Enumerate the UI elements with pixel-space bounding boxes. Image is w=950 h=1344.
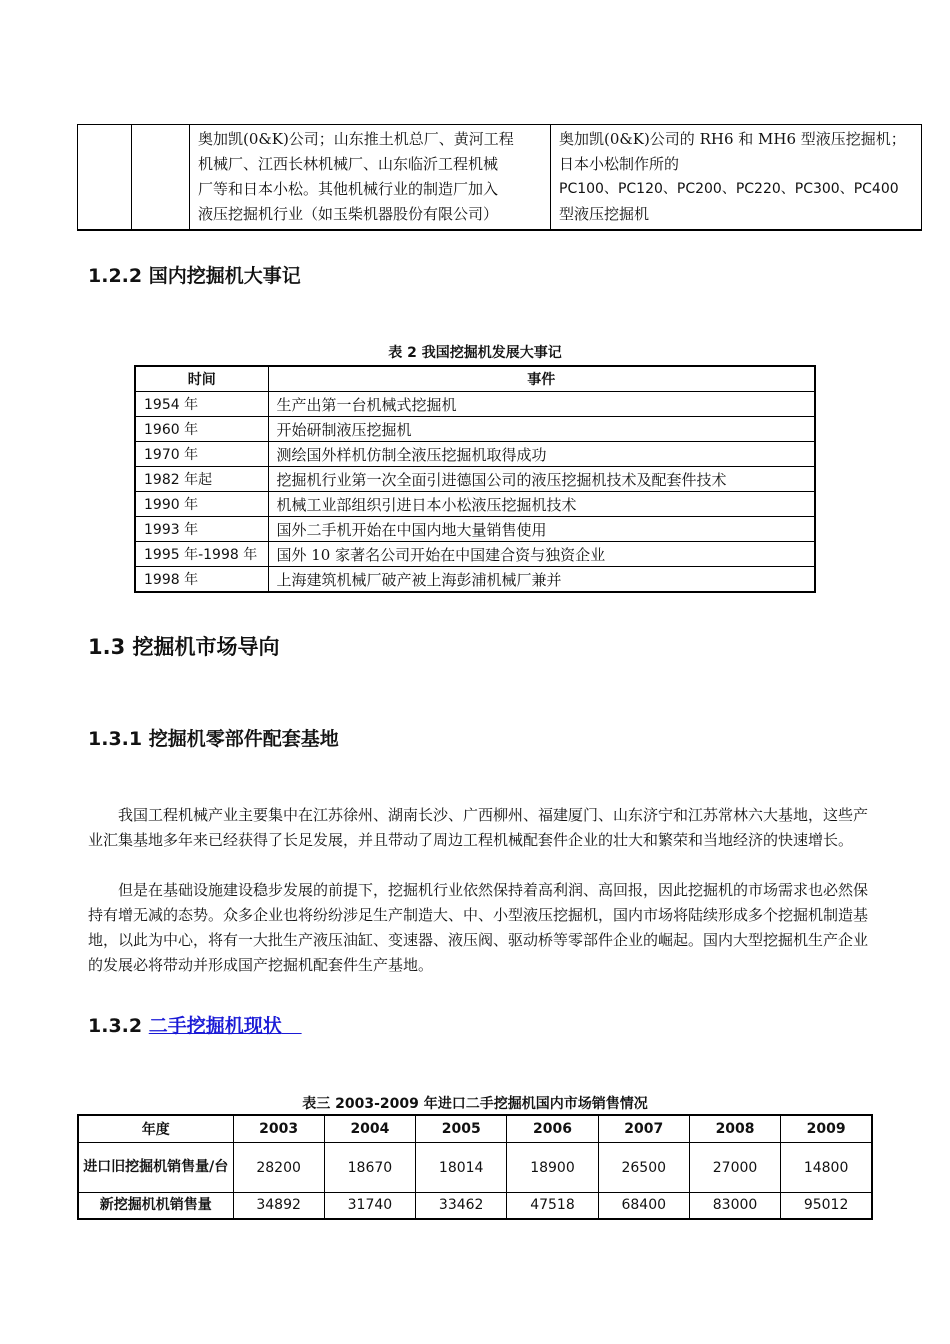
year-cell: 1970 年 — [135, 442, 268, 467]
value-cell: 14800 — [781, 1143, 872, 1193]
table-row — [135, 567, 815, 593]
event-cell: 上海建筑机械厂破产被上海彭浦机械厂兼并 — [268, 567, 815, 593]
year-cell: 1998 年 — [135, 567, 268, 593]
empty-cell — [78, 125, 132, 231]
year-cell: 1993 年 — [135, 517, 268, 542]
table-row — [78, 1193, 872, 1219]
text-line: 机械厂、江西长林机械厂、山东临沂工程机械 — [198, 155, 499, 173]
value-cell: 83000 — [689, 1193, 780, 1219]
text-line: 厂等和日本小松。其他机械行业的制造厂加入 — [198, 180, 499, 198]
row-label: 新挖掘机机销售量 — [78, 1193, 233, 1219]
column-header-event: 事件 — [268, 366, 815, 392]
table-caption: 表 2 我国挖掘机发展大事记 — [388, 345, 562, 361]
table-row — [135, 417, 815, 442]
models-cell — [551, 125, 922, 231]
text-line: 液压挖掘机行业（如玉柴机器股份有限公司） — [198, 205, 499, 223]
table-row — [135, 467, 815, 492]
event-cell: 生产出第一台机械式挖掘机 — [268, 392, 815, 417]
value-cell: 47518 — [507, 1193, 598, 1219]
sales-table — [77, 1114, 873, 1220]
event-cell: 国外 10 家著名公司开始在中国建合资与独资企业 — [268, 542, 815, 567]
table-row — [135, 442, 815, 467]
value-cell: 18670 — [324, 1143, 415, 1193]
row-label: 进口旧挖掘机销售量/台 — [78, 1143, 233, 1193]
column-header-time: 时间 — [135, 366, 268, 392]
year-cell: 1982 年起 — [135, 467, 268, 492]
column-header-year: 2008 — [689, 1115, 780, 1143]
year-cell: 1995 年-1998 年 — [135, 542, 268, 567]
column-header-year: 2004 — [324, 1115, 415, 1143]
column-header-year: 2006 — [507, 1115, 598, 1143]
event-cell: 挖掘机行业第一次全面引进德国公司的液压挖掘机技术及配套件技术 — [268, 467, 815, 492]
manufacturers-cell — [190, 125, 551, 231]
text-line: 型液压挖掘机 — [559, 205, 650, 223]
table-row — [135, 492, 815, 517]
table-header-row — [135, 366, 815, 392]
used-excavator-link[interactable] — [149, 1015, 302, 1037]
text-line: 奥加凯(0&K)公司的 RH6 和 MH6 型液压挖掘机； — [559, 130, 906, 148]
section-heading-1-2-2: 1.2.2 国内挖掘机大事记 — [88, 265, 301, 287]
table-caption: 表三 2003-2009 年进口二手挖掘机国内市场销售情况 — [302, 1096, 648, 1112]
value-cell: 68400 — [598, 1193, 689, 1219]
event-cell: 机械工业部组织引进日本小松液压挖掘机技术 — [268, 492, 815, 517]
column-header-year-label: 年度 — [78, 1115, 233, 1143]
body-paragraph: 我国工程机械产业主要集中在江苏徐州、湖南长沙、广西柳州、福建厦门、山东济宁和江苏常林六大基地，这些产业汇集基地多年来已经获得了长足发展，并且带动了周边工程机械配套件企业的壮大和繁荣和当地经济的快速增长。 — [88, 806, 869, 849]
link-text: 二手挖掘机现状 — [148, 1015, 282, 1037]
continuation-table — [77, 124, 922, 231]
column-header-year: 2009 — [781, 1115, 872, 1143]
text-line: 奥加凯(0&K)公司；山东推土机总厂、黄河工程 — [198, 130, 514, 148]
table-row — [135, 392, 815, 417]
text-line: PC100、PC120、PC200、PC220、PC300、PC400 — [559, 181, 899, 197]
value-cell: 26500 — [598, 1143, 689, 1193]
year-cell: 1960 年 — [135, 417, 268, 442]
body-paragraph: 但是在基础设施建设稳步发展的前提下，挖掘机行业依然保持着高利润、高回报，因此挖掘机的市场需求也必然保持有增无减的态势。众多企业也将纷纷涉足生产制造大、中、小型液压挖掘机，国内市场将陆续形成多个挖掘机制造基地，以此为中心，将有一大批生产液压油缸、变速器、液压阀、驱动桥等零部件企业的崛起。国内大型挖掘机生产企业的发展必将带动并形成国产挖掘机配套件生产基地。 — [88, 881, 869, 974]
section-heading-1-3-2 — [88, 1011, 302, 1038]
year-cell: 1954 年 — [135, 392, 268, 417]
section-heading-1-3: 1.3 挖掘机市场导向 — [88, 635, 280, 659]
event-cell: 开始研制液压挖掘机 — [268, 417, 815, 442]
value-cell: 95012 — [781, 1193, 872, 1219]
value-cell: 34892 — [233, 1193, 324, 1219]
event-cell: 测绘国外样机仿制全液压挖掘机取得成功 — [268, 442, 815, 467]
year-cell: 1990 年 — [135, 492, 268, 517]
value-cell: 33462 — [416, 1193, 507, 1219]
table-row — [135, 517, 815, 542]
section-number: 1.3.2 — [88, 1015, 143, 1037]
value-cell: 27000 — [689, 1143, 780, 1193]
table-row — [78, 1143, 872, 1193]
table-row — [135, 542, 815, 567]
events-table — [134, 365, 816, 593]
value-cell: 28200 — [233, 1143, 324, 1193]
value-cell: 18014 — [416, 1143, 507, 1193]
column-header-year: 2007 — [598, 1115, 689, 1143]
section-heading-1-3-1: 1.3.1 挖掘机零部件配套基地 — [88, 728, 339, 750]
value-cell: 18900 — [507, 1143, 598, 1193]
table-header-row — [78, 1115, 872, 1143]
empty-cell — [132, 125, 190, 231]
table-row — [78, 125, 922, 231]
column-header-year: 2003 — [233, 1115, 324, 1143]
value-cell: 31740 — [324, 1193, 415, 1219]
column-header-year: 2005 — [416, 1115, 507, 1143]
event-cell: 国外二手机开始在中国内地大量销售使用 — [268, 517, 815, 542]
text-line: 日本小松制作所的 — [559, 155, 680, 173]
